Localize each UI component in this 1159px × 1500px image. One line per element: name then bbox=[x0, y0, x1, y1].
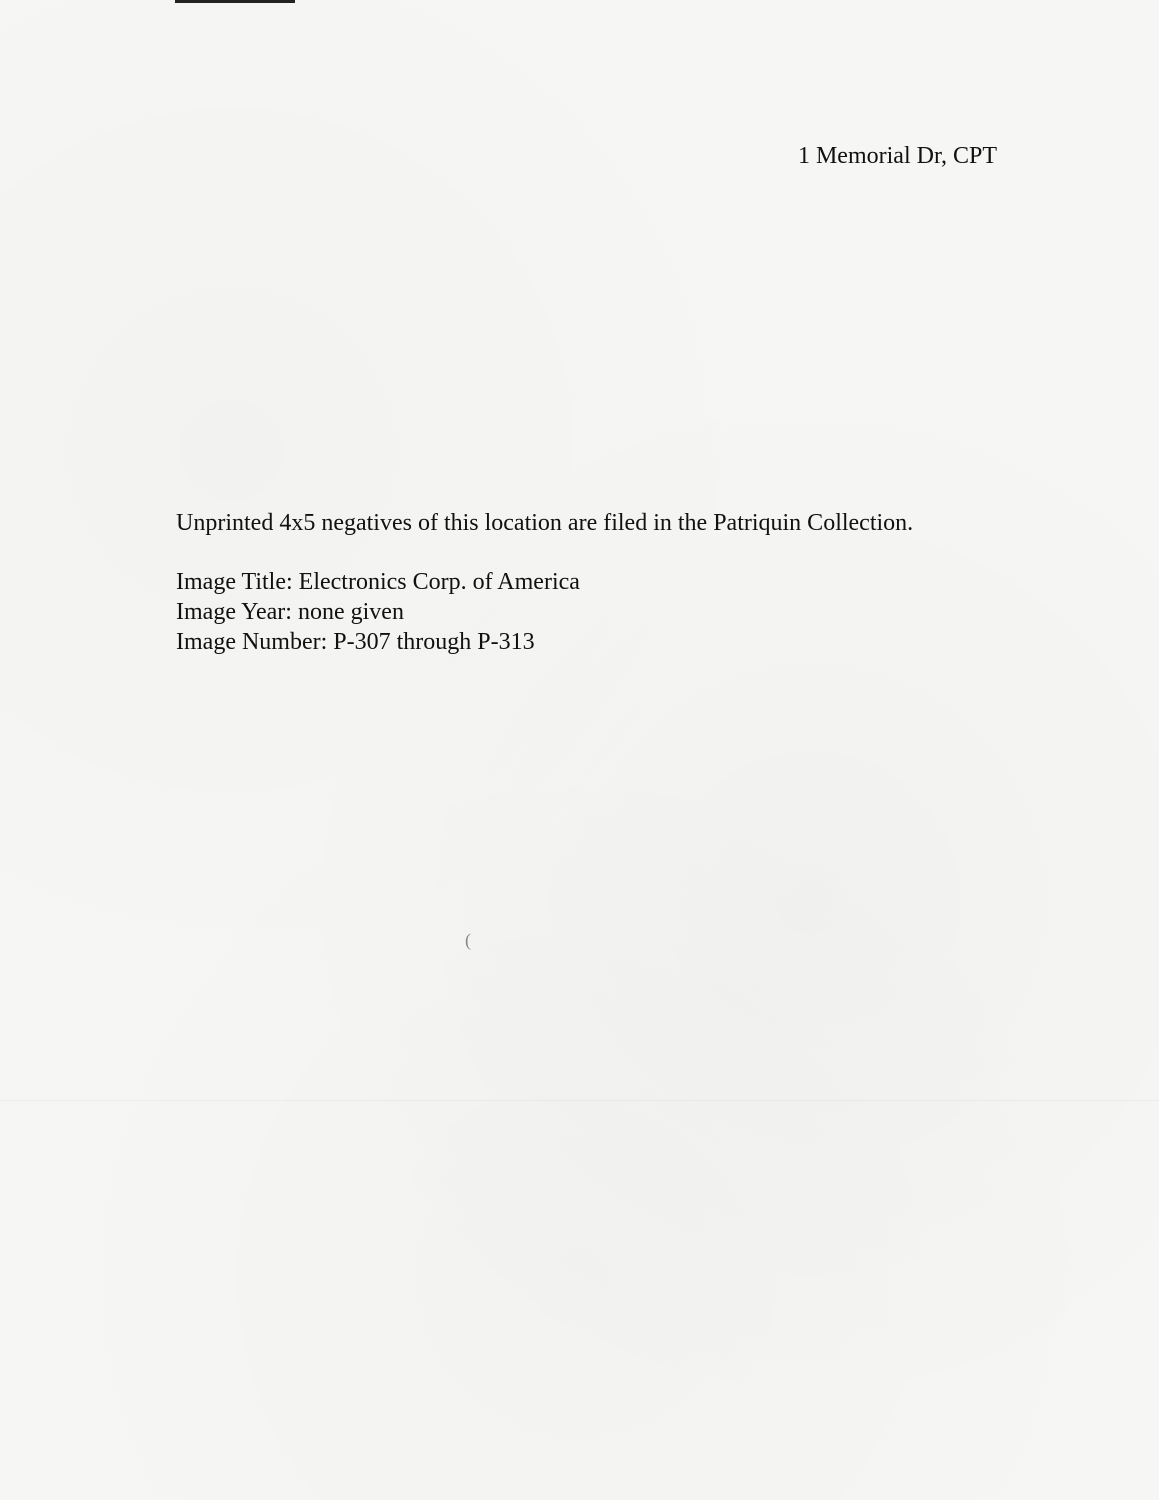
image-title-line: Image Title: Electronics Corp. of America bbox=[176, 569, 580, 595]
scan-edge-mark bbox=[175, 0, 295, 3]
collection-notice: Unprinted 4x5 negatives of this location are filed in the Patriquin Collection. bbox=[176, 510, 914, 536]
image-year-line: Image Year: none given bbox=[176, 599, 404, 625]
image-metadata bbox=[176, 567, 580, 657]
paper-fold-line bbox=[0, 1100, 1159, 1101]
image-number-line: Image Number: P-307 through P-313 bbox=[176, 629, 535, 655]
stray-mark: ( bbox=[465, 930, 471, 950]
location-address: 1 Memorial Dr, CPT bbox=[797, 143, 997, 169]
